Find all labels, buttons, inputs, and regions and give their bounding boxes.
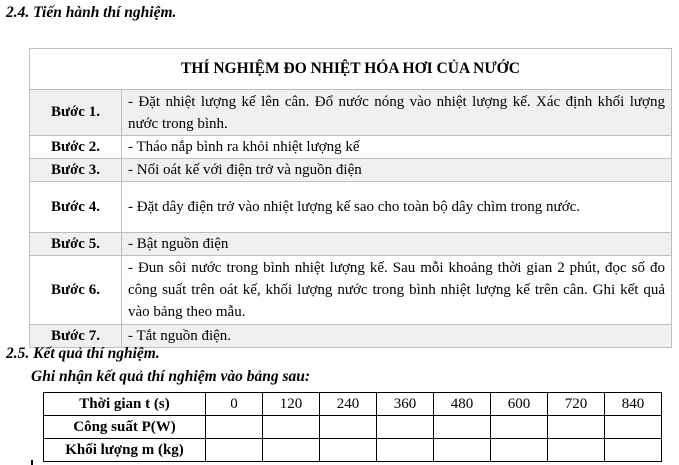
mass-cell[interactable] [320,439,377,462]
row-label-power: Công suất P(W) [44,416,206,439]
row-label-time: Thời gian t (s) [44,393,206,416]
power-cell[interactable] [605,416,662,439]
time-cell: 600 [491,393,548,416]
step-text: - Đặt dây điện trở vào nhiệt lượng kế sao cho toàn bộ dây chìm trong nước. [122,182,672,233]
procedure-table [29,48,672,348]
step-row [30,233,672,256]
mass-cell[interactable] [491,439,548,462]
step-row [30,159,672,182]
mass-cell[interactable] [434,439,491,462]
mass-cell[interactable] [206,439,263,462]
power-cell[interactable] [263,416,320,439]
mass-cell[interactable] [263,439,320,462]
time-cell: 360 [377,393,434,416]
results-table [43,392,662,462]
time-cell: 0 [206,393,263,416]
step-text: - Nối oát kế với điện trở và nguồn điện [122,159,672,182]
time-cell: 120 [263,393,320,416]
step-label: Bước 2. [30,136,122,159]
step-label: Bước 6. [30,256,122,325]
mass-cell[interactable] [377,439,434,462]
results-instruction: Ghi nhận kết quả thí nghiệm vào bảng sau: [31,368,311,385]
time-cell: 240 [320,393,377,416]
time-cell: 720 [548,393,605,416]
section-heading-results: 2.5. Kết quả thí nghiệm. [6,345,160,362]
power-cell[interactable] [377,416,434,439]
power-cell[interactable] [206,416,263,439]
time-row [44,393,662,416]
row-label-mass: Khối lượng m (kg) [44,439,206,462]
mass-row [44,439,662,462]
step-row [30,136,672,159]
step-row [30,256,672,325]
step-label: Bước 3. [30,159,122,182]
step-text: - Đun sôi nước trong bình nhiệt lượng kế. Sau mỗi khoảng thời gian 2 phút, đọc số đo công suất trên oát kế, khối lượng nước trong bình nhiệt lượng kế trên cân. Ghi kết quả vào bảng theo mẫu. [122,256,672,325]
step-label: Bước 1. [30,90,122,136]
power-cell[interactable] [491,416,548,439]
time-cell: 480 [434,393,491,416]
step-label: Bước 5. [30,233,122,256]
power-cell[interactable] [434,416,491,439]
power-row [44,416,662,439]
text-cursor-mark [31,460,33,465]
step-row [30,90,672,136]
time-cell: 840 [605,393,662,416]
power-cell[interactable] [320,416,377,439]
mass-cell[interactable] [548,439,605,462]
procedure-table-title: THÍ NGHIỆM ĐO NHIỆT HÓA HƠI CỦA NƯỚC [30,49,672,90]
step-row [30,182,672,233]
step-label: Bước 7. [30,325,122,348]
step-text: - Tắt nguồn điện. [122,325,672,348]
power-cell[interactable] [548,416,605,439]
step-text: - Bật nguồn điện [122,233,672,256]
section-heading-procedure: 2.4. Tiến hành thí nghiệm. [6,4,177,21]
step-label: Bước 4. [30,182,122,233]
step-text: - Tháo nắp bình ra khỏi nhiệt lượng kế [122,136,672,159]
mass-cell[interactable] [605,439,662,462]
step-text: - Đặt nhiệt lượng kế lên cân. Đổ nước nóng vào nhiệt lượng kế. Xác định khối lượng nước trong bình. [122,90,672,136]
